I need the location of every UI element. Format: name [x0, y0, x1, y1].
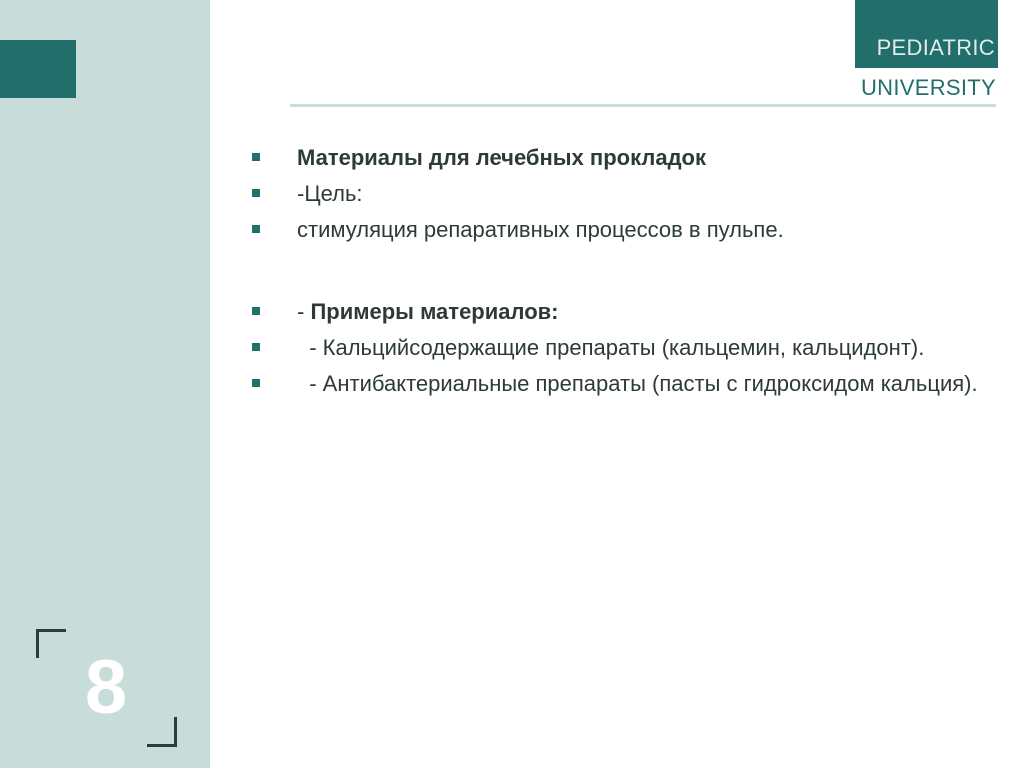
bullet-text: - [297, 299, 311, 324]
bullet-item [244, 330, 984, 366]
square-bullet-icon [252, 307, 260, 315]
square-bullet-icon [252, 379, 260, 387]
corner-bracket-top-left [36, 629, 66, 658]
square-bullet-icon [252, 225, 260, 233]
corner-bracket-bottom-right [147, 717, 177, 747]
square-bullet-icon [252, 153, 260, 161]
bullet-bold-text: Материалы для лечебных прокладок [297, 145, 706, 170]
logo-text-university: UNIVERSITY [860, 75, 996, 100]
square-bullet-icon [252, 343, 260, 351]
bullet-item [244, 140, 984, 176]
bullet-bold-text: Примеры материалов: [310, 299, 559, 324]
bullet-text: - Антибактериальные препараты (пасты с гидроксидом кальция). [297, 371, 978, 396]
bullet-item [244, 294, 984, 330]
bullet-text: -Цель: [297, 181, 363, 206]
slide-number: 8 [84, 645, 128, 730]
bullet-item [244, 366, 984, 402]
logo-text-pediatric: PEDIATRIC [876, 35, 995, 60]
bullet-text: стимуляция репаративных процессов в пульпе. [297, 217, 784, 242]
bullet-item [244, 176, 984, 212]
square-bullet-icon [252, 189, 260, 197]
bullet-item [244, 212, 984, 248]
bullet-list [244, 140, 984, 402]
header-divider [290, 104, 996, 107]
left-accent-block [0, 40, 76, 98]
bullet-text: - Кальцийсодержащие препараты (кальцемин, кальцидонт). [297, 335, 925, 360]
